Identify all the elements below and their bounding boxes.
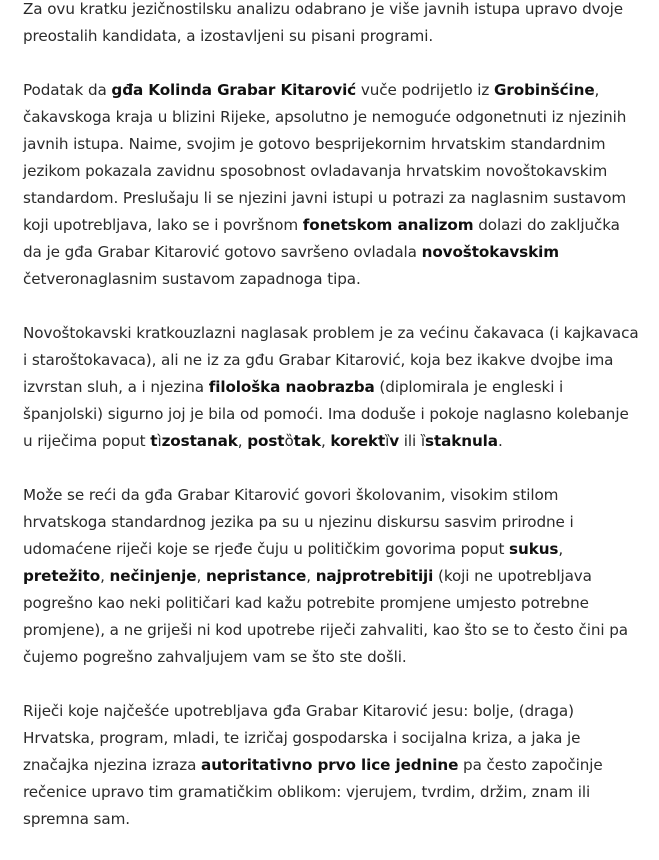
bold-term: autoritativno prvo lice jednine (201, 756, 459, 774)
separator: , (306, 567, 316, 585)
separator: , (237, 432, 248, 450)
accent-word: postȍtak (247, 432, 321, 450)
text: dolazi do zaključka da je gđa Grabar Kitarović gotovo savršeno ovladala (23, 216, 620, 261)
separator: , (558, 540, 564, 558)
accent-word: korektȉv (330, 432, 400, 450)
text: Može se reći da gđa Grabar Kitarović govori školovanim, visokim stilom hrvatskoga standardnog jezika pa su u njezinu diskursu sasvim prirodne i udomaćene riječi koje se rjeđe čuju u političkim govorima poput (23, 486, 574, 558)
article-body (23, 0, 641, 860)
text: (koji ne upotrebljava pogrešno kao neki političari kad kažu potrebite promjene umjesto potrebne promjene), a ne griješi ni kod upotrebe riječi zahvaliti, kao što se to često čini pa čujemo pogrešno zahvaljujem vam se što ste došli. (23, 567, 628, 666)
bold-region: Grobinšćine (493, 81, 595, 99)
accent-word: tìzostanak (150, 432, 238, 450)
separator: , (196, 567, 206, 585)
paragraph-origin (23, 77, 641, 293)
accent-word: ȉstaknula (420, 432, 498, 450)
bold-name: gđa Kolinda Grabar Kitarović (111, 81, 357, 99)
text: pa često započinje rečenice upravo tim gramatičkim oblikom: vjerujem, tvrdim, držim, znam ili spremna sam. (23, 756, 603, 828)
paragraph-accent (23, 320, 641, 455)
bold-word: najprotrebitiji (315, 567, 434, 585)
bold-word: nečinjenje (109, 567, 197, 585)
bold-term: fonetskom analizom (302, 216, 474, 234)
separator: ili (399, 432, 421, 450)
bold-term: filološka naobrazba (208, 378, 375, 396)
text: vuče podrijetlo iz (356, 81, 494, 99)
separator: , (100, 567, 110, 585)
text: Riječi koje najčešće upotrebljava gđa Grabar Kitarović jesu: bolje, (draga) Hrvatska, program, mladi, te izričaj gospodarska i socijalna kriza, a jaka je značajka njezina izraza (23, 702, 581, 774)
paragraph-vocabulary (23, 698, 641, 833)
text: , čakavskoga kraja u blizini Rijeke, apsolutno je nemoguće odgonetnuti iz njezinih javnih istupa. Naime, svojim je gotovo besprijekornim hrvatskim standardnim jezikom pokazala zavidnu sposobnost ovladavanja hrvatskim novoštokavskim standardom. Preslušaju li se njezini javni istupi u potrazi za naglasnim sustavom koji upotrebljava, lako se i površnom (23, 81, 627, 234)
text: četveronaglasnim sustavom zapadnoga tipa. (23, 270, 361, 288)
text: (diplomirala je engleski i španjolski) sigurno joj je bila od pomoći. Ima doduše i pokoje naglasno kolebanje u riječima poput (23, 378, 629, 450)
text: Podatak da (23, 81, 112, 99)
paragraph-intro (23, 0, 641, 50)
text: Novoštokavski kratkouzlazni naglasak problem je za većinu čakavaca (i kajkavaca i staroštokavaca), ali ne iz za gđu Grabar Kitarović, koja bez ikakve dvojbe ima izvrstan sluh, a i njezina (23, 324, 639, 396)
bold-word: pretežito (23, 567, 101, 585)
text: . (497, 432, 503, 450)
text: Za ovu kratku jezičnostilsku analizu odabrano je više javnih istupa upravo dvoje preostalih kandidata, a izostavljeni su pisani programi. (23, 0, 624, 45)
paragraph-style (23, 482, 641, 671)
bold-term: novoštokavskim (421, 243, 559, 261)
bold-word: sukus (509, 540, 559, 558)
bold-word: nepristance (205, 567, 307, 585)
separator: , (320, 432, 331, 450)
